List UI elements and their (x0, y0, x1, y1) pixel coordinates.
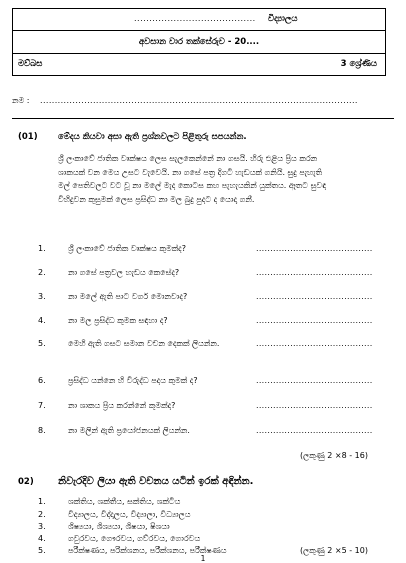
name-label: නම : (12, 96, 30, 105)
school-label: විද්‍යාලය (268, 14, 298, 24)
answer-blank[interactable]: ......................................... (256, 316, 373, 325)
item-text: නා ශාකය ප්‍රිය කරන්නේ කුමක්ද? (68, 401, 176, 410)
answer-blank[interactable]: ......................................... (256, 376, 373, 385)
item-text: ප්‍රසිද්ධ යන්නෙ හි විරුද්ධ පදය කුමක් ද? (68, 376, 198, 385)
answer-blank[interactable]: ......................................... (256, 401, 373, 410)
passage-line: ශාකයක් වන මෙය උසට වැවෙයි. නා ගසේ පත්‍ර දිගටි හැඩයක් ගනියි. සුදු පැහැති (58, 167, 323, 177)
answer-blank[interactable]: ......................................... (256, 292, 373, 301)
item-number: 2. (38, 510, 46, 519)
passage-line: මල් පෙතිවලට වට වූ නා මලේ මැද කොටස කහ පැහැයකින් යුක්තය. ඈතට සුවඳ (58, 181, 327, 190)
item-number: 8. (38, 426, 46, 435)
header-box (12, 8, 386, 76)
q1-instruction: මේදය කියවා අසා ඇති ප්‍රශ්නවලට පිළිතුරු සපයන්න. (58, 132, 247, 142)
school-name-blank: ........................................ (134, 14, 256, 23)
item-text[interactable]: ශිෂ්‍යයා, ශිශ්‍යයා, ශිෂයා, ෂිශයා (68, 522, 170, 531)
school-row (13, 9, 385, 31)
item-number: 7. (38, 401, 46, 410)
item-text: නා මලේ ඇති පාට වර්ග මොනවාද? (68, 292, 188, 301)
item-number: 1. (38, 497, 46, 506)
term-row (13, 31, 385, 54)
term-title: අවසාන වාර තක්සේරුව - 20.... (138, 37, 260, 47)
item-number: 2. (38, 268, 46, 277)
item-number: 3. (38, 522, 46, 531)
q2-number: 02) (18, 477, 34, 487)
item-text[interactable]: ගවුරවය, ගෞරවය, ගව්රවය, ගොරවය (68, 534, 201, 543)
answer-blank[interactable]: ......................................... (256, 426, 373, 435)
answer-blank[interactable]: ......................................... (256, 268, 373, 277)
q2-instruction: නිවැරදිව ලියා ඇති වචනය යටින් ඉරක් අඳින්න. (58, 476, 254, 487)
item-text: මෙහි ඇති ගසට සමාන වචන දෙකක් ලියන්න. (68, 339, 220, 348)
item-number: 4. (38, 534, 46, 543)
q1-number: (01) (18, 132, 38, 142)
divider (12, 118, 394, 119)
q1-marks: (ලකුණු 2 ×8 - 16) (300, 451, 368, 460)
item-text: නා ගසේ පත්‍රවල හැඩය කෙසේද? (68, 268, 180, 277)
item-text[interactable]: පරීක්ෂණය, පරික්ශනය, පරීක්ශනය, පරීක්ෂණය (68, 546, 227, 555)
item-text: නා මල ප්‍රසිද්ධ කුමක සඳහා ද? (68, 316, 168, 325)
answer-blank[interactable]: ......................................... (256, 339, 373, 348)
passage-line: ශ්‍රී ලංකාවේ ජාතික වෘක්ෂය ලෙස සැලකෙන්නේ නා ගසයි. හිරු එළිය ප්‍රිය කරන (58, 154, 318, 163)
item-text[interactable]: විද්‍යාලය, විද්දාලය, විද්‍යාලා, විධ්‍යාලය (68, 510, 191, 519)
item-text[interactable]: ශක්තිය, ශක්තීය, සක්තිය, ශක්ටිය (68, 497, 181, 506)
item-number: 3. (38, 292, 46, 301)
item-number: 1. (38, 244, 46, 253)
item-number: 6. (38, 376, 46, 385)
q1-passage (58, 152, 388, 206)
q2-marks: (ලකුණු 2 ×5 - 10) (300, 546, 368, 555)
item-number: 5. (38, 546, 46, 555)
passage-line: විහිදුවන කුසුමක් ලෙස ප්‍රසිද්ධ නා මල බුදු පුදට ද යොදා ගනී. (58, 194, 255, 204)
item-number: 4. (38, 316, 46, 325)
item-text: නා මලින් ඇති ප්‍රයෝජනයක් ලියන්න. (68, 426, 190, 435)
subject-label: මව්බස (18, 59, 43, 69)
name-blank: ............................................................................................................ (40, 96, 358, 105)
item-number: 5. (38, 339, 46, 348)
item-text: ශ්‍රී ලංකාවේ ජාතික වෘක්ෂය කුමක්ද? (68, 244, 186, 253)
page-number: 1 (200, 554, 206, 563)
answer-blank[interactable]: ......................................... (256, 244, 373, 253)
grade-label: 3 ශ්‍රේණිය (340, 59, 377, 69)
subject-row (13, 54, 385, 75)
